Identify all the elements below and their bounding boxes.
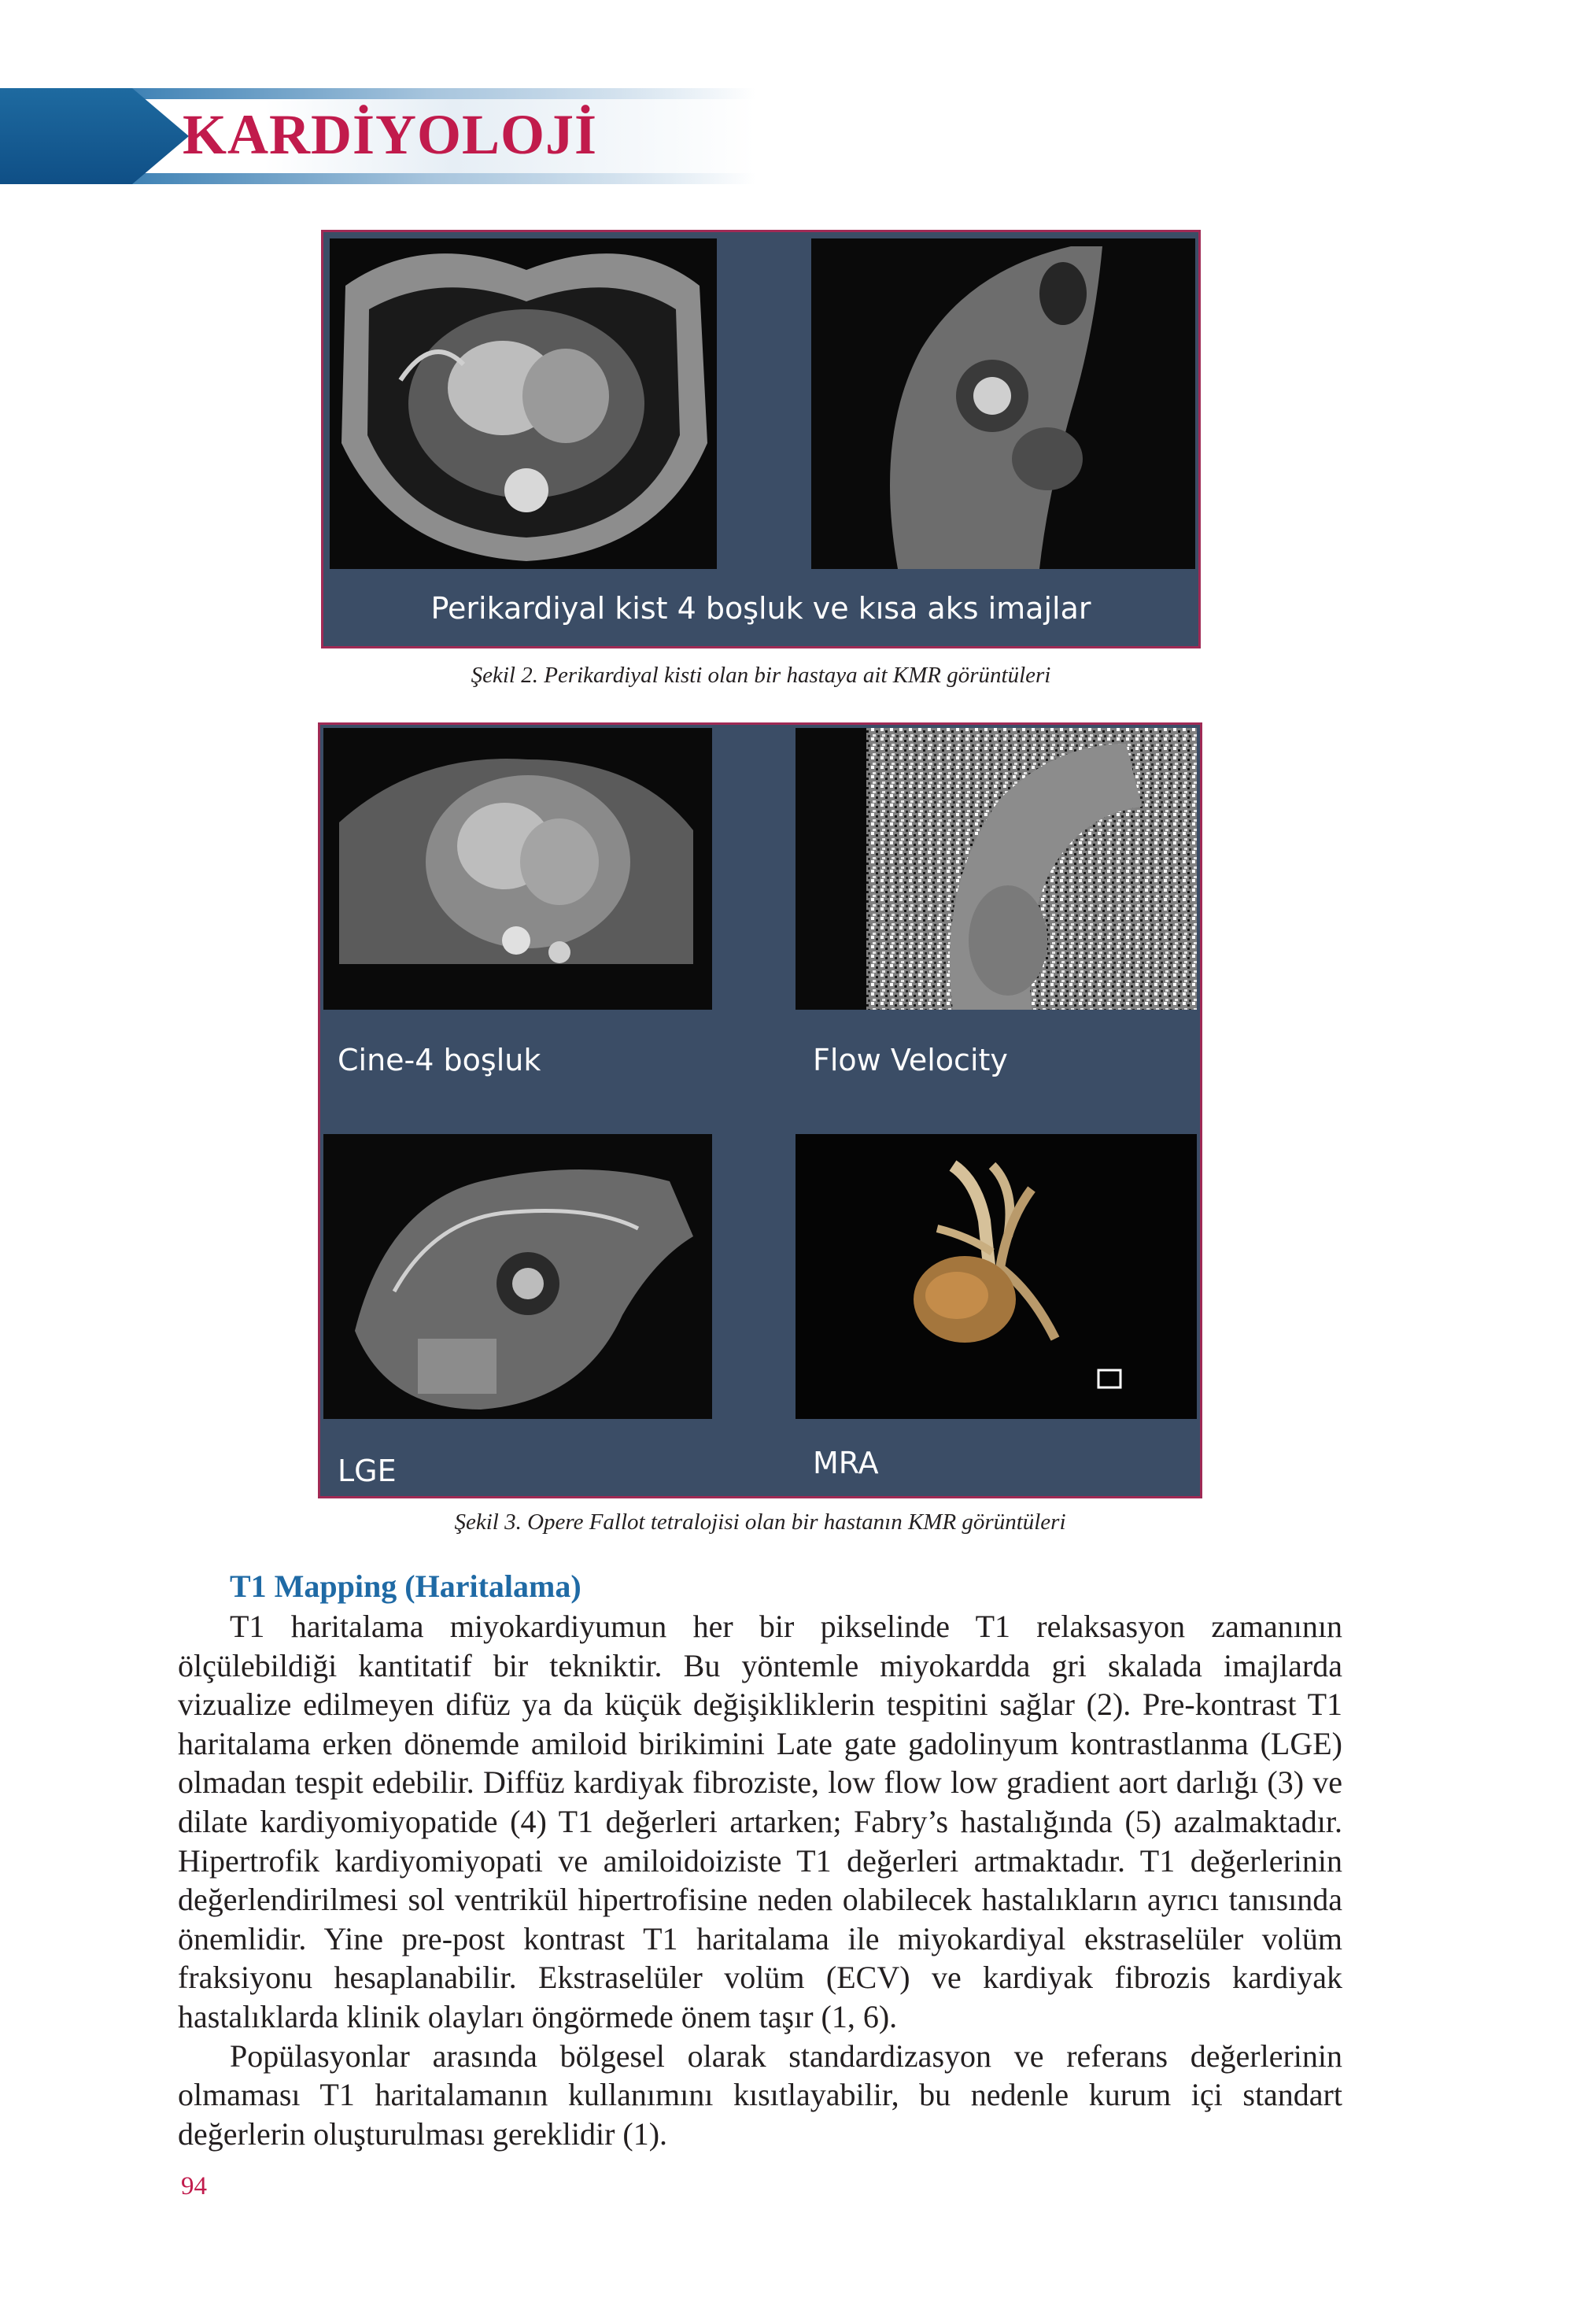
body-text [178,1607,1342,2153]
mra-label: MRA [813,1446,879,1480]
paragraph: T1 haritalama miyokardiyumun her bir pikselinde T1 relaksasyon zamanının ölçülebildiği kantitatif bir tekniktir. Bu yöntemle miyokardda gri skalada imajlarda vizualize edilmeyen difüz ya da küçük değişikliklerin tespitini sağlar (2). Pre-kontrast T1 haritalama erken dönemde amiloid birikimini Late gate gadolinyum kontrastlanma (LGE) olmadan tespit edebilir. Diffüz kardiyak fibroziste, low flow low gradient aort darlığı (3) ve dilate kardiyomiyopatide (4) T1 değerleri artarken; Fabry’s hastalığında (5) azalmaktadır. Hipertrofik kardiyomiyopati ve amiloidoiziste T1 değerleri artmaktadır. T1 değerlerinin değerlendirilmesi sol ventrikül hipertrofisine neden olabilecek hastalıkların ayrıcı tanısında önemlidir. Yine pre-post kontrast T1 haritalama ile miyokardiyal ekstraselüler volüm fraksiyonu hesaplanabilir. Ekstraselüler volüm (ECV) ve kardiyak fibrozis kardiyak hastalıklarda klinik olayları öngörmede önem taşır (1, 6). [178,1609,1342,2034]
mri-short-axis-image [811,238,1195,569]
banner-stripe [118,88,755,99]
lge-label: LGE [338,1454,397,1488]
banner-stripe [118,173,755,184]
mra-image [796,1134,1197,1419]
flow-velocity-image [796,728,1197,1010]
figure-2-caption: Şekil 2. Perikardiyal kisti olan bir hastaya ait KMR görüntüleri [471,663,1051,688]
flow-velocity-label: Flow Velocity [813,1043,1008,1077]
section-title: KARDİYOLOJİ [183,103,598,166]
page-number: 94 [181,2172,207,2200]
mri-four-chamber-image [330,238,717,569]
figure-2 [321,230,1201,648]
figure-3 [318,722,1202,1498]
section-heading: T1 Mapping (Haritalama) [230,1568,581,1604]
figure-2-panel-text: Perikardiyal kist 4 boşluk ve kısa aks imajlar [430,591,1091,626]
paragraph: Popülasyonlar arasında bölgesel olarak standardizasyon ve referans değerlerinin olmaması T1 haritalamanın kullanımını kısıtlayabilir, bu nedenle kurum içi standart değerlerin oluşturulması gereklidir (1). [178,2038,1342,2152]
lge-image [323,1134,712,1419]
figure-3-caption: Şekil 3. Opere Fallot tetralojisi olan bir hastanın KMR görüntüleri [454,1509,1066,1535]
cine-four-chamber-image [323,728,712,1010]
cine-label: Cine-4 boşluk [338,1043,541,1077]
